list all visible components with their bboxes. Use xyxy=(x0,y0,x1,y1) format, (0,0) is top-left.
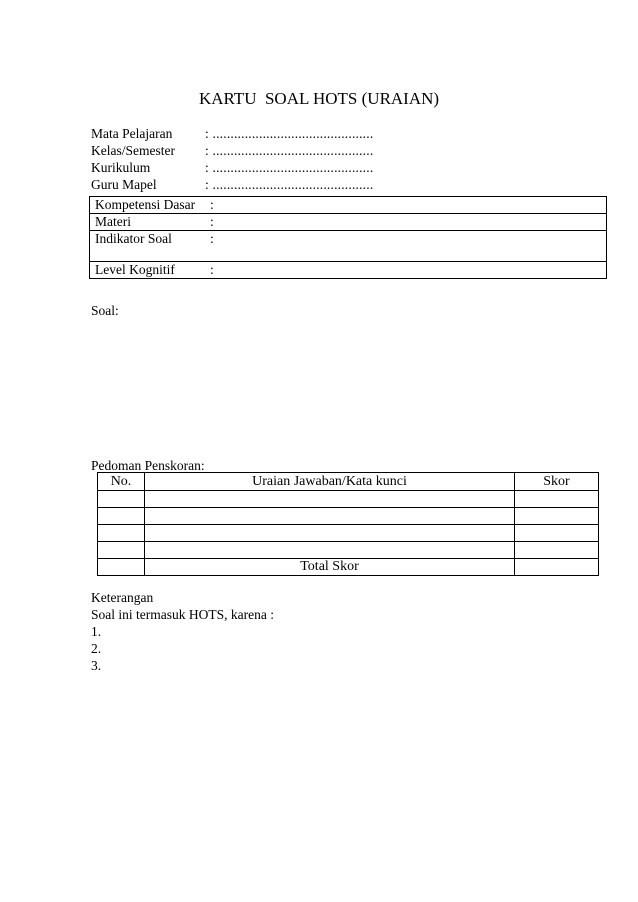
cell-skor xyxy=(515,508,599,525)
table-row xyxy=(98,491,599,508)
meta-label-guru-mapel: Guru Mapel xyxy=(91,177,157,192)
header-no: No. xyxy=(98,473,145,491)
keterangan-heading: Keterangan xyxy=(91,590,154,605)
info-value: : xyxy=(205,231,607,262)
cell-uraian xyxy=(145,525,515,542)
info-row-indikator-soal xyxy=(90,231,607,262)
header-uraian: Uraian Jawaban/Kata kunci xyxy=(145,473,515,491)
table-row xyxy=(98,508,599,525)
info-row-materi xyxy=(90,214,607,231)
meta-label-mata-pelajaran: Mata Pelajaran xyxy=(91,126,173,141)
meta-value-kurikulum: : ............................................. xyxy=(205,160,374,175)
cell-no xyxy=(98,491,145,508)
meta-value-guru-mapel: : ............................................. xyxy=(205,177,374,192)
cell-skor xyxy=(515,491,599,508)
header-skor: Skor xyxy=(515,473,599,491)
keterangan-item-2: 2. xyxy=(91,641,102,656)
cell-no xyxy=(98,508,145,525)
cell-no xyxy=(98,525,145,542)
meta-value-mata-pelajaran: : ............................................. xyxy=(205,126,374,141)
cell-uraian xyxy=(145,491,515,508)
total-skor-value xyxy=(515,559,599,576)
meta-label-kurikulum: Kurikulum xyxy=(91,160,151,175)
info-value: : xyxy=(205,197,607,214)
meta-value-kelas-semester: : ............................................. xyxy=(205,143,374,158)
meta-label-kelas-semester: Kelas/Semester xyxy=(91,143,175,158)
info-row-kompetensi-dasar xyxy=(90,197,607,214)
page-title: KARTU SOAL HOTS (URAIAN) xyxy=(198,89,440,108)
pedoman-label: Pedoman Penskoran: xyxy=(91,458,205,473)
info-label: Kompetensi Dasar xyxy=(90,197,206,214)
total-row xyxy=(98,559,599,576)
info-label: Materi xyxy=(90,214,206,231)
total-skor-label: Total Skor xyxy=(145,559,515,576)
info-value: : xyxy=(205,262,607,279)
keterangan-item-3: 3. xyxy=(91,658,102,673)
keterangan-intro: Soal ini termasuk HOTS, karena : xyxy=(91,607,274,622)
score-header-row xyxy=(98,473,599,491)
cell-skor xyxy=(515,542,599,559)
table-row xyxy=(98,525,599,542)
info-label: Level Kognitif xyxy=(90,262,206,279)
cell-no xyxy=(98,559,145,576)
cell-no xyxy=(98,542,145,559)
info-table xyxy=(89,196,607,279)
info-row-level-kognitif xyxy=(90,262,607,279)
score-table xyxy=(97,472,599,576)
info-value: : xyxy=(205,214,607,231)
info-label: Indikator Soal xyxy=(90,231,206,262)
soal-label: Soal: xyxy=(91,303,119,318)
cell-uraian xyxy=(145,508,515,525)
cell-uraian xyxy=(145,542,515,559)
keterangan-item-1: 1. xyxy=(91,624,102,639)
table-row xyxy=(98,542,599,559)
cell-skor xyxy=(515,525,599,542)
